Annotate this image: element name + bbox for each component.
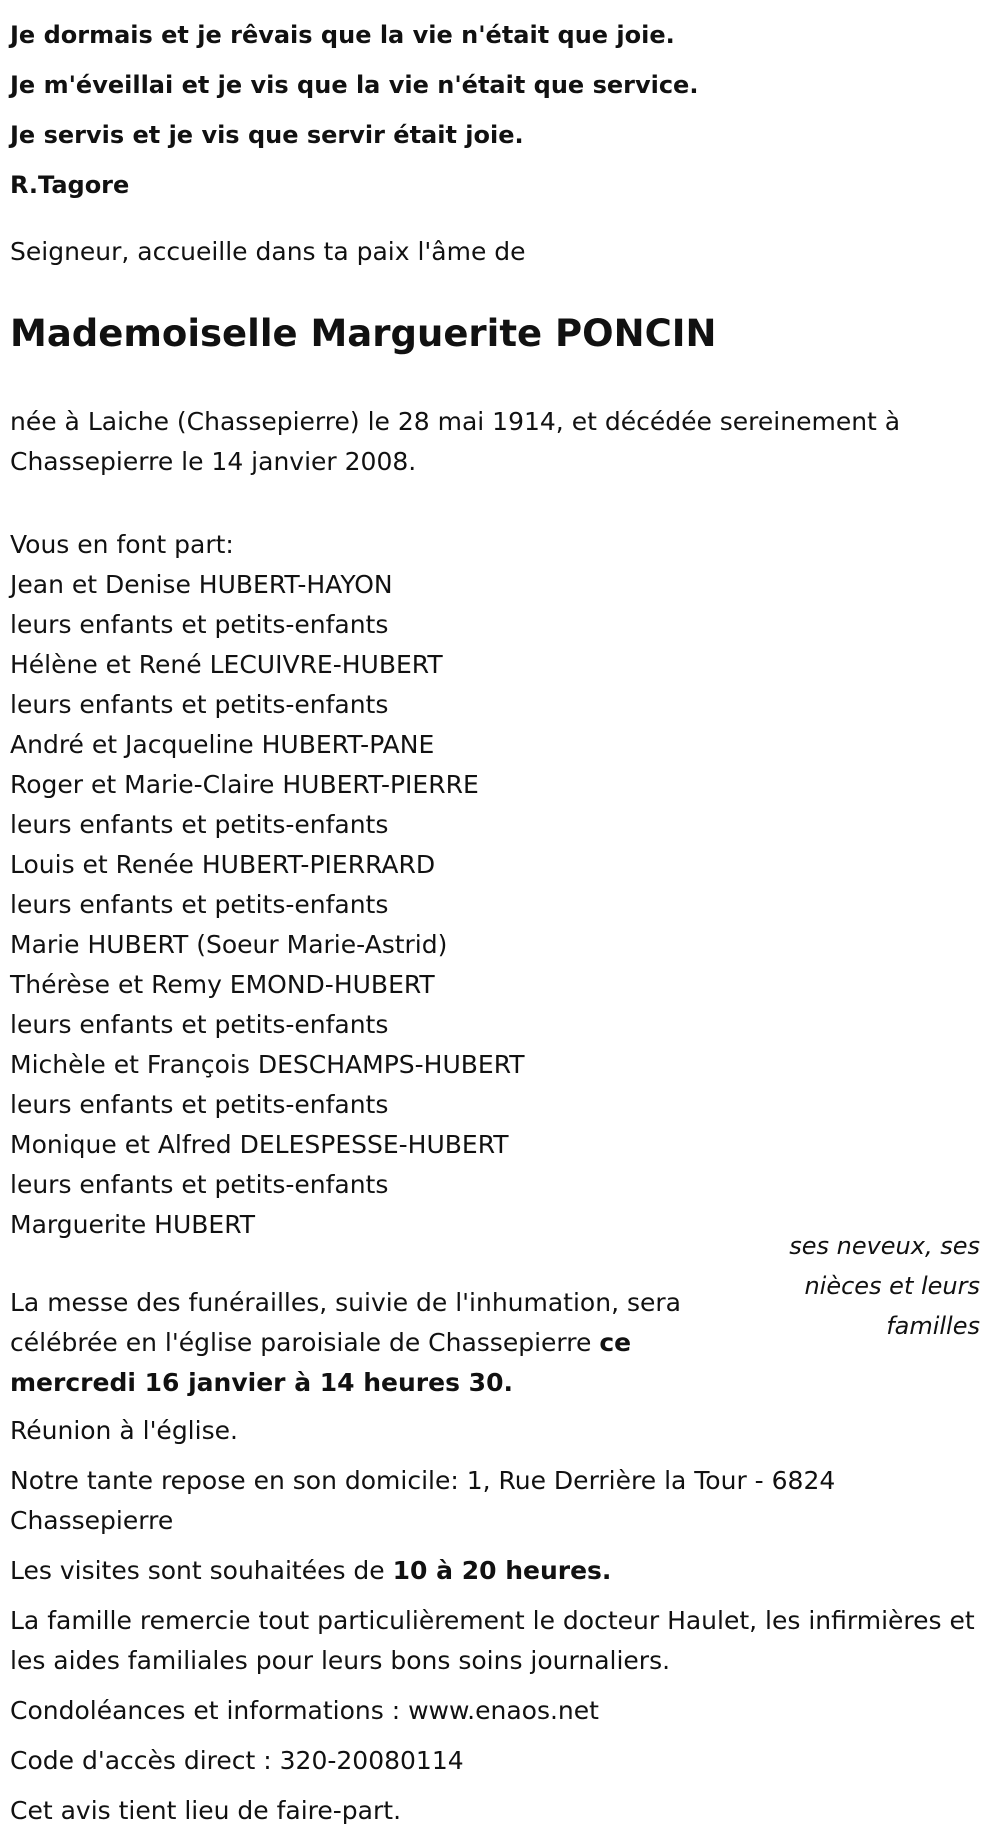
meeting-place: Réunion à l'église. [10, 1416, 238, 1445]
birth-death-info: née à Laiche (Chassepierre) le 28 mai 1914, et décédée sereinement à Chassepierre le 14 janvier 2008. [10, 407, 901, 476]
access-code: Code d'accès direct : 320-20080114 [10, 1746, 464, 1775]
family-member: Marie HUBERT (Soeur Marie-Astrid) [10, 930, 448, 959]
family-member: Monique et Alfred DELESPESSE-HUBERT [10, 1130, 509, 1159]
family-member: leurs enfants et petits-enfants [10, 690, 389, 719]
family-thanks: La famille remercie tout particulièrement le docteur Haulet, les infirmières et les aides familiales pour leurs bons soins journaliers. [10, 1606, 975, 1675]
resting-place: Notre tante repose en son domicile: 1, Rue Derrière la Tour - 6824 Chassepierre [10, 1466, 836, 1535]
quote-line: Je dormais et je rêvais que la vie n'était que joie. [10, 21, 675, 49]
family-member: leurs enfants et petits-enfants [10, 1010, 389, 1039]
visits-text: Les visites sont souhaitées de [10, 1556, 393, 1585]
relatives-note: ses neveux, ses nièces et leurs familles [789, 1232, 980, 1340]
family-member: Marguerite HUBERT [10, 1210, 256, 1239]
quote-author: R.Tagore [10, 171, 130, 199]
funeral-details [10, 1283, 730, 1403]
family-member: Roger et Marie-Claire HUBERT-PIERRE [10, 770, 479, 799]
funeral-text: La messe des funérailles, suivie de l'inhumation, sera célébrée en l'église paroisiale de Chassepierre [10, 1288, 681, 1357]
visits-hours: 10 à 20 heures. [392, 1556, 612, 1585]
quote-line: Je servis et je vis que servir était joie. [10, 121, 524, 149]
intro-prayer: Seigneur, accueille dans ta paix l'âme de [10, 237, 526, 266]
family-member: Thérèse et Remy EMOND-HUBERT [10, 970, 435, 999]
family-member: Louis et Renée HUBERT-PIERRARD [10, 850, 436, 879]
family-heading: Vous en font part: [10, 530, 234, 559]
family-member: leurs enfants et petits-enfants [10, 810, 389, 839]
quote-line: Je m'éveillai et je vis que la vie n'était que service. [10, 71, 699, 99]
condolences-info: Condoléances et informations : www.enaos.net [10, 1696, 599, 1725]
family-member: Michèle et François DESCHAMPS-HUBERT [10, 1050, 525, 1079]
family-list [10, 525, 790, 1245]
deceased-name: Mademoiselle Marguerite PONCIN [10, 312, 717, 355]
funeral-date: ce mercredi 16 janvier à 14 heures 30. [10, 1328, 632, 1397]
family-member: leurs enfants et petits-enfants [10, 890, 389, 919]
closing-note: Cet avis tient lieu de faire-part. [10, 1796, 402, 1825]
visiting-hours [10, 1551, 990, 1591]
family-member: leurs enfants et petits-enfants [10, 610, 389, 639]
family-member: leurs enfants et petits-enfants [10, 1170, 389, 1199]
family-member: Jean et Denise HUBERT-HAYON [10, 570, 393, 599]
family-member: Hélène et René LECUIVRE-HUBERT [10, 650, 443, 679]
family-member: André et Jacqueline HUBERT-PANE [10, 730, 435, 759]
tagore-quote [10, 10, 990, 210]
family-member: leurs enfants et petits-enfants [10, 1090, 389, 1119]
